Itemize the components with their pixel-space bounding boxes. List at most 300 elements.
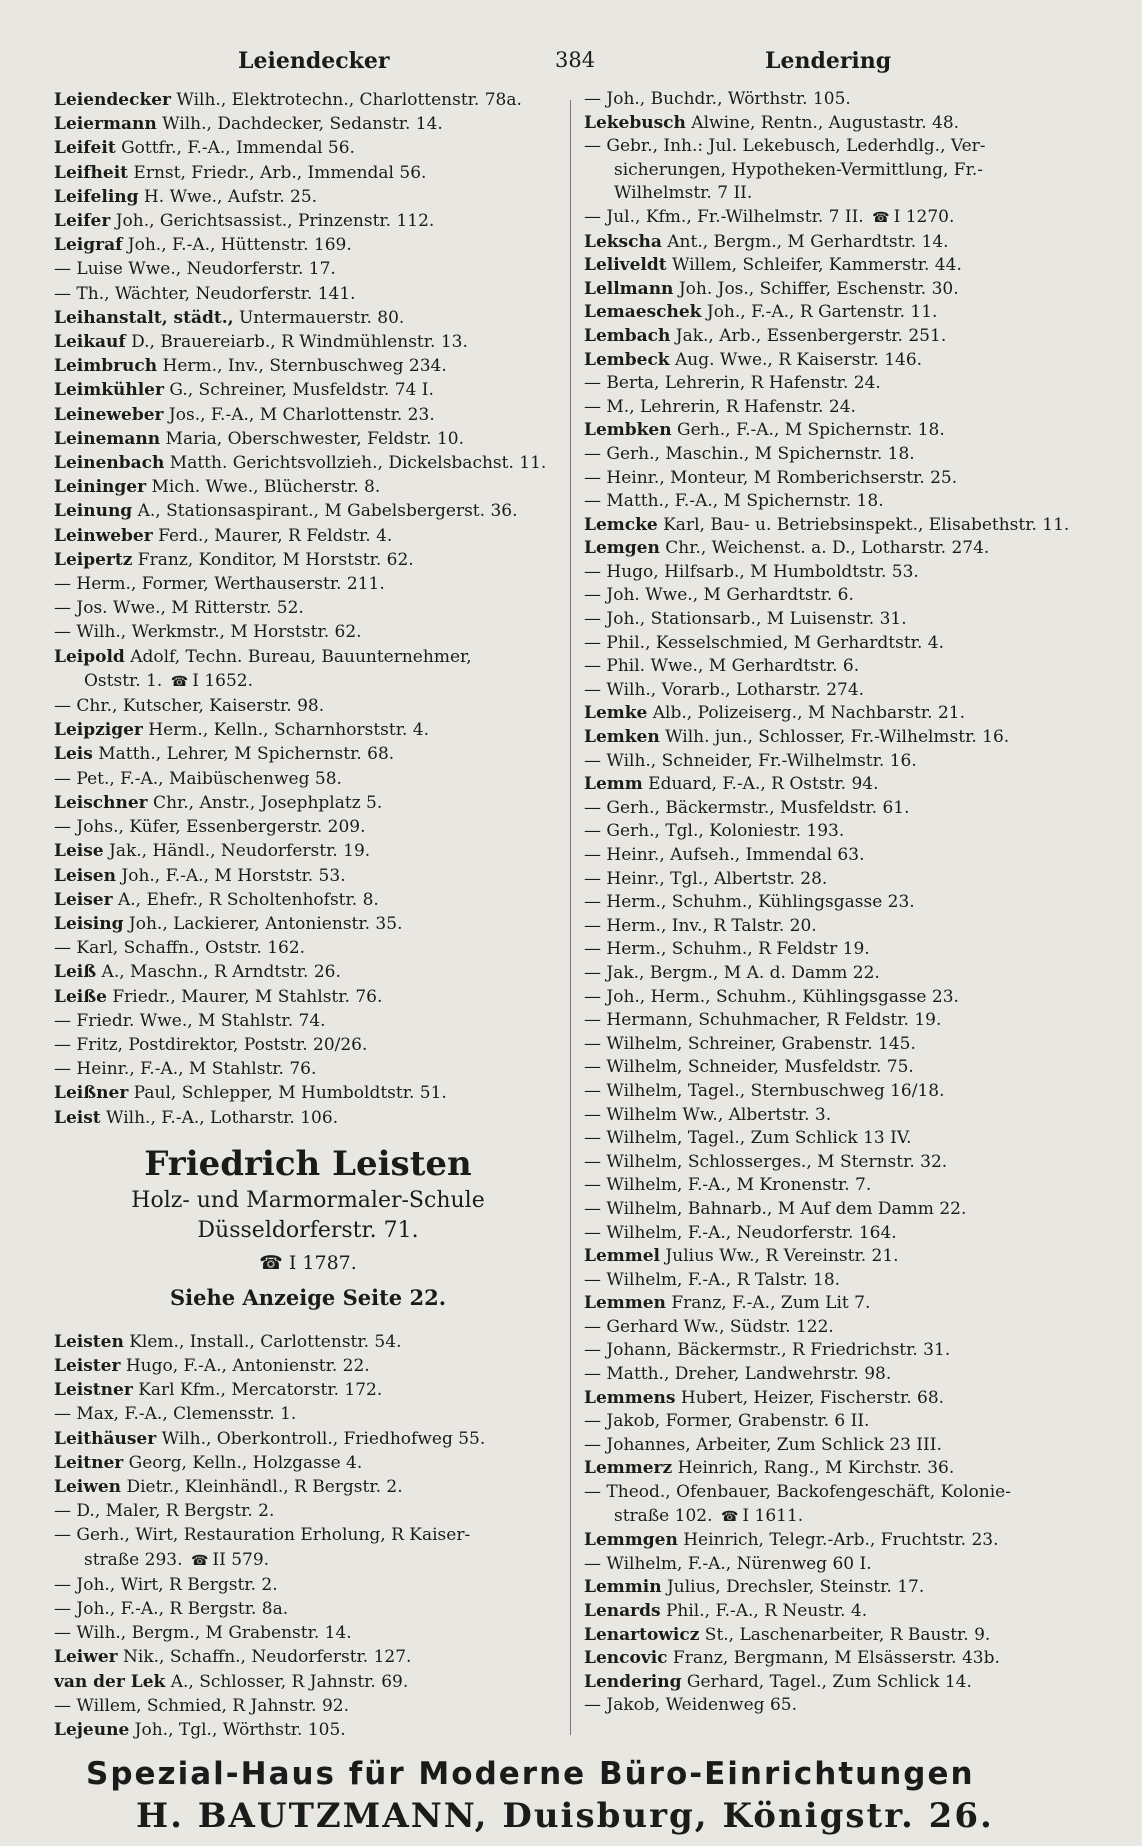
entry-details: Aug. Wwe., R Kaiserstr. 146.	[669, 349, 923, 370]
entry-details: — Wilhelm, Schneider, Musfeldstr. 75.	[584, 1057, 914, 1078]
entry-details: — Jos. Wwe., M Ritterstr. 52.	[54, 598, 304, 619]
entry-surname: Lendering	[584, 1671, 682, 1692]
entry-surname: Leiwer	[54, 1647, 118, 1668]
entry-surname: Lemmen	[584, 1293, 666, 1314]
entry-details: Maria, Oberschwester, Feldstr. 10.	[160, 428, 464, 449]
entry-surname: Lenartowicz	[584, 1624, 700, 1645]
directory-entry	[584, 844, 1132, 868]
entry-details: — Joh., Stationsarb., M Luisenstr. 31.	[584, 609, 907, 630]
entry-details: — Gerh., Maschin., M Spichernstr. 18.	[584, 443, 915, 464]
entry-details: — Joh., Wirt, R Bergstr. 2.	[54, 1574, 278, 1595]
directory-entry	[584, 490, 1132, 514]
entry-details: Herm., Inv., Sternbuschweg 234.	[157, 356, 447, 377]
directory-entry	[584, 278, 1132, 302]
left-entries	[54, 88, 562, 1130]
entry-details: — Wilh., Vorarb., Lotharstr. 274.	[584, 679, 865, 700]
entry-details: Karl, Bau- u. Betriebsinspekt., Elisabethstr. 11.	[657, 514, 1070, 535]
entry-details: — Wilhelm Ww., Albertstr. 3.	[584, 1104, 832, 1125]
entry-details: Ferd., Maurer, R Feldstr. 4.	[152, 525, 393, 546]
entry-surname: Lemmerz	[584, 1458, 673, 1479]
entry-details: — Wilhelm, F.-A., R Talstr. 18.	[584, 1269, 841, 1290]
directory-entry	[584, 1151, 1132, 1175]
directory-entry	[584, 938, 1132, 962]
directory-entry	[54, 1573, 562, 1597]
directory-entry	[584, 1104, 1132, 1128]
entry-details: — Wilh., Werkmstr., M Horststr. 62.	[54, 622, 362, 643]
directory-entry	[54, 572, 562, 596]
entry-details: Wilh. jun., Schlosser, Fr.-Wilhelmstr. 16.	[659, 727, 1010, 748]
entry-details: straße 293.	[84, 1549, 183, 1570]
directory-entry	[584, 206, 1132, 231]
entry-details: — Johann, Bäckermstr., R Friedrichstr. 31.	[584, 1340, 951, 1361]
entry-details: — Gerhard Ww., Südstr. 122.	[584, 1316, 834, 1337]
entry-details: — Luise Wwe., Neudorferstr. 17.	[54, 259, 336, 280]
page-number: 384	[555, 48, 596, 72]
banner-line2: H. BAUTZMANN, Duisburg, Königstr. 26.	[136, 1796, 994, 1836]
entry-details: — Heinr., Monteur, M Romberichserstr. 25.	[584, 467, 958, 488]
directory-entry	[584, 726, 1132, 750]
entry-details: — Karl, Schaffn., Oststr. 162.	[54, 938, 306, 959]
entry-details: — Heinr., Tgl., Albertstr. 28.	[584, 868, 828, 889]
entry-details: Joh., F.-A., R Gartenstr. 11.	[701, 302, 938, 323]
entry-details: — Phil. Wwe., M Gerhardtstr. 6.	[584, 656, 860, 677]
entry-details: Jos., F.-A., M Charlottenstr. 23.	[163, 404, 435, 425]
directory-entry	[584, 537, 1132, 561]
directory-entry	[54, 209, 562, 233]
directory-entry	[584, 1316, 1132, 1340]
directory-entry	[54, 1033, 562, 1057]
directory-entry	[584, 1624, 1132, 1648]
entry-details: — Johs., Küfer, Essenbergerstr. 209.	[54, 817, 366, 838]
entry-details: straße 102.	[614, 1505, 713, 1526]
entry-details: Hubert, Heizer, Fischerstr. 68.	[675, 1387, 945, 1408]
entry-surname: Leising	[54, 913, 124, 934]
entry-details: Franz, F.-A., Zum Lit 7.	[665, 1293, 871, 1314]
directory-entry	[54, 985, 562, 1009]
entry-surname: Lemm	[584, 774, 643, 795]
entry-details: — Gerh., Wirt, Restauration Erholung, R Kaiser-	[54, 1525, 471, 1546]
entry-surname: Lembach	[584, 325, 671, 346]
entry-surname: Lemgen	[584, 538, 660, 559]
entry-details: A., Stationsaspirant., M Gabelsbergerst. 36.	[132, 501, 518, 522]
header-right-word: Lendering	[765, 48, 892, 74]
entry-details: — Jak., Bergm., M A. d. Damm 22.	[584, 962, 880, 983]
entry-details: Ernst, Friedr., Arb., Immendal 56.	[128, 162, 427, 183]
directory-entry	[584, 182, 1132, 206]
entry-surname: Lemmin	[584, 1577, 662, 1598]
entry-surname: Lekebusch	[584, 112, 686, 133]
entry-details: Jak., Arb., Essenbergerstr. 251.	[670, 325, 947, 346]
entry-details: — Wilhelm, Schreiner, Grabenstr. 145.	[584, 1033, 916, 1054]
directory-entry	[54, 1081, 562, 1105]
telephone-icon: ☎	[259, 1251, 283, 1274]
directory-entry	[584, 1694, 1132, 1718]
entry-details: Joh., Gerichtsassist., Prinzenstr. 112.	[110, 211, 435, 232]
entry-details: Joh., Lackierer, Antonienstr. 35.	[123, 913, 403, 934]
entry-surname: Leininger	[54, 477, 147, 498]
directory-entry	[54, 791, 562, 815]
entry-details: Nik., Schaffn., Neudorferstr. 127.	[117, 1647, 412, 1668]
entry-details: — Joh. Wwe., M Gerhardtstr. 6.	[584, 585, 854, 606]
entry-surname: Leifer	[54, 211, 111, 232]
directory-entry	[54, 1330, 562, 1354]
entry-details: Joh., F.-A., M Horststr. 53.	[115, 865, 346, 886]
directory-entry	[584, 1127, 1132, 1151]
directory-entry	[54, 257, 562, 281]
directory-entry	[54, 718, 562, 742]
directory-entry	[584, 1647, 1132, 1671]
entry-details: Franz, Konditor, M Horststr. 62.	[132, 549, 414, 570]
entry-surname: Lemcke	[584, 514, 658, 535]
entry-surname: Leliveldt	[584, 255, 667, 276]
entry-details: — Wilhelm, F.-A., M Kronenstr. 7.	[584, 1175, 872, 1196]
directory-entry	[584, 1505, 1132, 1530]
entry-details: Joh., F.-A., Hüttenstr. 169.	[122, 235, 352, 256]
entry-surname: Leitner	[54, 1452, 124, 1473]
entry-surname: Leimbruch	[54, 356, 158, 377]
directory-entry	[584, 88, 1132, 112]
entry-details: Paul, Schlepper, M Humboldtstr. 51.	[128, 1083, 447, 1104]
directory-entry	[584, 608, 1132, 632]
entry-details: Oststr. 1.	[84, 670, 163, 691]
entry-details: Wilh., Oberkontroll., Friedhofweg 55.	[156, 1428, 486, 1449]
entry-details: — Herm., Schuhm., R Feldstr 19.	[584, 939, 870, 960]
entry-details: Joh., Tgl., Wörthstr. 105.	[129, 1719, 346, 1740]
entry-details: Joh. Jos., Schiffer, Eschenstr. 30.	[673, 278, 959, 299]
entry-details: — Joh., F.-A., R Bergstr. 8a.	[54, 1598, 289, 1619]
entry-surname: Lenards	[584, 1601, 661, 1621]
directory-entry	[54, 1597, 562, 1621]
directory-entry	[54, 475, 562, 499]
telephone-icon: ☎	[867, 209, 890, 226]
directory-entry	[584, 135, 1132, 159]
entry-surname: Lemken	[584, 727, 660, 748]
entry-surname: Lencovic	[584, 1648, 668, 1669]
entry-details: Phil., F.-A., R Neustr. 4.	[660, 1601, 868, 1621]
directory-entry	[584, 1410, 1132, 1434]
directory-entry	[584, 750, 1132, 774]
entry-surname: Leiser	[54, 889, 113, 910]
left-column	[54, 88, 562, 1742]
directory-entry	[584, 1434, 1132, 1458]
entry-details: Matth. Gerichtsvollzieh., Dickelsbachst. 11.	[164, 453, 547, 474]
entry-details: — Heinr., F.-A., M Stahlstr. 76.	[54, 1059, 317, 1080]
entry-surname: Lemaeschek	[584, 302, 702, 323]
directory-entry	[54, 1427, 562, 1451]
directory-entry	[54, 499, 562, 523]
directory-entry	[584, 349, 1132, 373]
entry-surname: Leipziger	[54, 720, 143, 741]
entry-surname: Lemmens	[584, 1387, 676, 1408]
entry-details: — Wilh., Schneider, Fr.-Wilhelmstr. 16.	[584, 750, 917, 771]
entry-surname: Leiermann	[54, 114, 157, 135]
directory-entry	[584, 159, 1132, 183]
directory-entry	[584, 231, 1132, 255]
directory-entry	[584, 561, 1132, 585]
entry-details: Ant., Bergm., M Gerhardtstr. 14.	[661, 231, 949, 252]
directory-entry	[54, 888, 562, 912]
telephone-icon: ☎	[186, 1552, 209, 1569]
directory-entry	[54, 1057, 562, 1081]
directory-entry	[584, 1174, 1132, 1198]
directory-entry	[54, 1621, 562, 1645]
entry-surname: Lemmel	[584, 1246, 661, 1267]
directory-entry	[54, 378, 562, 402]
directory-entry	[54, 112, 562, 136]
entry-details: — Johannes, Arbeiter, Zum Schlick 23 III.	[584, 1434, 942, 1455]
directory-entry	[54, 548, 562, 572]
entry-details: — Hugo, Hilfsarb., M Humboldtstr. 53.	[584, 561, 919, 582]
entry-details: A., Maschn., R Arndtstr. 26.	[96, 962, 341, 983]
directory-entry	[584, 1576, 1132, 1600]
entry-surname: Leinung	[54, 501, 133, 522]
directory-entry	[584, 1033, 1132, 1057]
directory-entry	[54, 645, 562, 669]
ad-title: Friedrich Leisten	[144, 1143, 472, 1184]
entry-details: Wilh., Dachdecker, Sedanstr. 14.	[156, 114, 443, 135]
directory-entry	[54, 620, 562, 644]
directory-entry	[54, 1670, 562, 1694]
directory-entry	[584, 254, 1132, 278]
entry-surname: Leihanstalt, städt.,	[54, 307, 234, 328]
entry-details: Untermauerstr. 80.	[233, 307, 405, 328]
entry-details: — Gerh., Bäckermstr., Musfeldstr. 61.	[584, 797, 910, 818]
entry-details: Chr., Anstr., Josephplatz 5.	[147, 792, 383, 813]
footer-advertisement-banner	[86, 1754, 1066, 1838]
directory-entry	[54, 669, 562, 694]
entry-details: — Gebr., Inh.: Jul. Lekebusch, Lederhdlg., Ver-	[584, 136, 986, 157]
entry-surname: Leigraf	[54, 235, 123, 256]
entry-surname: Leißner	[54, 1083, 129, 1104]
entry-details: Eduard, F.-A., R Oststr. 94.	[642, 774, 879, 795]
directory-entry	[54, 451, 562, 475]
entry-details: Wilh., Elektrotechn., Charlottenstr. 78a.	[171, 90, 522, 110]
entry-surname: Leipold	[54, 646, 125, 667]
entry-details: — Willem, Schmied, R Jahnstr. 92.	[54, 1695, 350, 1716]
directory-entry	[54, 815, 562, 839]
entry-surname: Leiß	[54, 962, 97, 983]
directory-entry	[54, 185, 562, 209]
entry-surname: Lellmann	[584, 278, 674, 299]
directory-entry	[54, 1499, 562, 1523]
directory-entry	[584, 1292, 1132, 1316]
directory-entry	[584, 301, 1132, 325]
directory-entry	[584, 632, 1132, 656]
entry-details: — D., Maler, R Bergstr. 2.	[54, 1501, 275, 1522]
directory-entry	[584, 773, 1132, 797]
entry-details: — Wilhelm, Schlosserges., M Sternstr. 32.	[584, 1151, 948, 1172]
directory-entry	[54, 1402, 562, 1426]
entry-details: — Jakob, Former, Grabenstr. 6 II.	[584, 1411, 870, 1432]
right-column	[584, 88, 1132, 1718]
directory-entry	[584, 1198, 1132, 1222]
entry-details: — Pet., F.-A., Maibüschenweg 58.	[54, 768, 342, 789]
directory-entry	[54, 306, 562, 330]
column-divider	[570, 100, 571, 1735]
telephone-icon: ☎	[716, 1508, 739, 1525]
entry-surname: Leifheit	[54, 162, 129, 183]
entry-details: Wilh., F.-A., Lotharstr. 106.	[100, 1107, 339, 1128]
entry-details: — Wilhelm, Bahnarb., M Auf dem Damm 22.	[584, 1198, 967, 1219]
entry-details: — Chr., Kutscher, Kaiserstr. 98.	[54, 696, 325, 717]
entry-surname: Leifeling	[54, 186, 139, 207]
directory-entry	[54, 936, 562, 960]
directory-entry	[584, 514, 1132, 538]
entry-details: Heinrich, Rang., M Kirchstr. 36.	[672, 1458, 955, 1479]
directory-entry	[54, 88, 562, 112]
entry-details: H. Wwe., Aufstr. 25.	[138, 186, 318, 207]
entry-details: Karl Kfm., Mercatorstr. 172.	[132, 1380, 383, 1401]
directory-entry	[54, 1645, 562, 1669]
directory-entry	[54, 161, 562, 185]
entry-details: — Wilhelm, Tagel., Zum Schlick 13 IV.	[584, 1128, 912, 1149]
entry-details: Mich. Wwe., Blücherstr. 8.	[146, 477, 381, 498]
directory-entry	[54, 767, 562, 791]
entry-details: Gottfr., F.-A., Immendal 56.	[115, 138, 355, 159]
directory-entry	[584, 112, 1132, 136]
leisten-advertisement	[54, 1142, 562, 1316]
entry-surname: van der Lek	[54, 1671, 166, 1692]
directory-entry	[584, 962, 1132, 986]
entry-surname: Leisten	[54, 1331, 124, 1352]
entry-surname: Leithäuser	[54, 1428, 157, 1449]
entry-surname: Leiendecker	[54, 90, 172, 110]
entry-details: Matth., Lehrer, M Spichernstr. 68.	[92, 744, 395, 765]
entry-phone: I 1611.	[742, 1505, 804, 1526]
entry-surname: Leiße	[54, 986, 107, 1007]
directory-entry	[584, 1387, 1132, 1411]
directory-entry	[584, 1222, 1132, 1246]
entry-surname: Leise	[54, 841, 104, 862]
directory-entry	[584, 820, 1132, 844]
entry-details: Julius Ww., R Vereinstr. 21.	[660, 1246, 899, 1267]
entry-details: — Herm., Inv., R Talstr. 20.	[584, 915, 817, 936]
entry-details: — Wilhelm, F.-A., Nürenweg 60 I.	[584, 1553, 872, 1574]
entry-details: Alwine, Rentn., Augustastr. 48.	[685, 112, 960, 133]
entry-details: Alb., Polizeiserg., M Nachbarstr. 21.	[647, 703, 965, 724]
directory-entry	[584, 679, 1132, 703]
ad-see-reference: Siehe Anzeige Seite 22.	[169, 1284, 447, 1310]
entry-details: Gerhard, Tagel., Zum Schlick 14.	[681, 1671, 972, 1692]
directory-entry	[54, 1718, 562, 1742]
entry-details: A., Schlosser, R Jahnstr. 69.	[165, 1671, 409, 1692]
directory-entry	[584, 1245, 1132, 1269]
directory-entry	[584, 584, 1132, 608]
directory-entry	[584, 419, 1132, 443]
entry-details: — Max, F.-A., Clemensstr. 1.	[54, 1404, 297, 1425]
directory-entry	[584, 1553, 1132, 1577]
entry-details: Heinrich, Telegr.-Arb., Fruchtstr. 23.	[677, 1530, 999, 1551]
directory-entry	[54, 136, 562, 160]
directory-entry	[54, 282, 562, 306]
entry-surname: Leisen	[54, 865, 116, 886]
entry-details: Wilhelmstr. 7 II.	[614, 183, 753, 204]
entry-details: — Theod., Ofenbauer, Backofengeschäft, Kolonie-	[584, 1482, 1011, 1503]
entry-details: — M., Lehrerin, R Hafenstr. 24.	[584, 396, 856, 417]
directory-entry	[54, 233, 562, 257]
entry-surname: Leinweber	[54, 525, 153, 546]
ad-phone-number: I 1787.	[288, 1251, 357, 1274]
entry-details: — Th., Wächter, Neudorferstr. 141.	[54, 283, 356, 304]
directory-entry	[54, 524, 562, 548]
directory-entry	[54, 403, 562, 427]
entry-details: Friedr., Maurer, M Stahlstr. 76.	[106, 986, 383, 1007]
entry-details: — Joh., Herm., Schuhm., Kühlingsgasse 23.	[584, 986, 959, 1007]
header-left-word: Leiendecker	[238, 48, 390, 74]
directory-entry	[584, 655, 1132, 679]
directory-entry	[584, 372, 1132, 396]
entry-details: — Berta, Lehrerin, R Hafenstr. 24.	[584, 373, 881, 394]
entry-details: — Matth., Dreher, Landwehrstr. 98.	[584, 1364, 892, 1385]
entry-details: Julius, Drechsler, Steinstr. 17.	[661, 1577, 925, 1598]
ad-line2: Düsseldorferstr. 71.	[197, 1217, 419, 1243]
entry-details: — Heinr., Aufseh., Immendal 63.	[584, 845, 865, 865]
directory-entry	[584, 1457, 1132, 1481]
entry-details: Herm., Kelln., Scharnhorststr. 4.	[142, 720, 430, 741]
directory-entry	[584, 1056, 1132, 1080]
ad-line1: Holz- und Marmormaler-Schule	[131, 1187, 485, 1213]
ad-phone	[54, 1246, 562, 1280]
entry-details: — Herm., Schuhm., Kühlingsgasse 23.	[584, 892, 915, 913]
entry-surname: Lejeune	[54, 1719, 130, 1740]
entry-surname: Leifeit	[54, 138, 116, 159]
entry-phone: II 579.	[212, 1549, 270, 1570]
entry-details: Klem., Install., Carlottenstr. 54.	[123, 1331, 402, 1352]
entry-details: — Jul., Kfm., Fr.-Wilhelmstr. 7 II.	[584, 206, 864, 227]
entry-surname: Leischner	[54, 792, 148, 813]
directory-entry	[54, 1523, 562, 1547]
entry-details: — Matth., F.-A., M Spichernstr. 18.	[584, 491, 884, 512]
entry-details: A., Ehefr., R Scholtenhofstr. 8.	[112, 889, 379, 910]
entry-surname: Leipertz	[54, 549, 133, 570]
entry-surname: Leimkühler	[54, 380, 164, 401]
entry-details: Franz, Bergmann, M Elsässerstr. 43b.	[667, 1648, 1000, 1669]
left-entries-2	[54, 1330, 562, 1742]
entry-surname: Lekscha	[584, 231, 662, 252]
directory-entry	[584, 396, 1132, 420]
directory-entry	[54, 694, 562, 718]
telephone-icon: ☎	[166, 673, 189, 690]
directory-entry	[584, 868, 1132, 892]
entry-phone: I 1652.	[192, 670, 254, 691]
entry-details: D., Brauereiarb., R Windmühlenstr. 13.	[125, 332, 468, 353]
directory-entry	[54, 912, 562, 936]
entry-details: Georg, Kelln., Holzgasse 4.	[123, 1452, 363, 1473]
entry-surname: Lemke	[584, 703, 648, 724]
entry-details: — Wilhelm, Tagel., Sternbuschweg 16/18.	[584, 1080, 945, 1101]
directory-entry	[54, 1475, 562, 1499]
entry-details: — Fritz, Postdirektor, Poststr. 20/26.	[54, 1034, 368, 1055]
entry-surname: Lemmgen	[584, 1530, 678, 1551]
directory-entry	[54, 839, 562, 863]
directory-entry	[584, 1363, 1132, 1387]
entry-details: Chr., Weichenst. a. D., Lotharstr. 274.	[659, 538, 990, 559]
entry-details: — Friedr. Wwe., M Stahlstr. 74.	[54, 1010, 326, 1031]
directory-entry	[584, 1671, 1132, 1695]
directory-entry	[584, 1339, 1132, 1363]
entry-details: — Phil., Kesselschmied, M Gerhardtstr. 4.	[584, 632, 944, 653]
directory-entry	[584, 1600, 1132, 1624]
directory-entry	[584, 891, 1132, 915]
entry-details: Gerh., F.-A., M Spichernstr. 18.	[671, 420, 945, 441]
entry-surname: Leister	[54, 1355, 121, 1376]
entry-surname: Leist	[54, 1107, 101, 1128]
entry-surname: Leistner	[54, 1380, 133, 1401]
directory-entry	[54, 960, 562, 984]
directory-entry	[584, 443, 1132, 467]
entry-details: St., Laschenarbeiter, R Baustr. 9.	[699, 1624, 991, 1645]
directory-entry	[584, 797, 1132, 821]
